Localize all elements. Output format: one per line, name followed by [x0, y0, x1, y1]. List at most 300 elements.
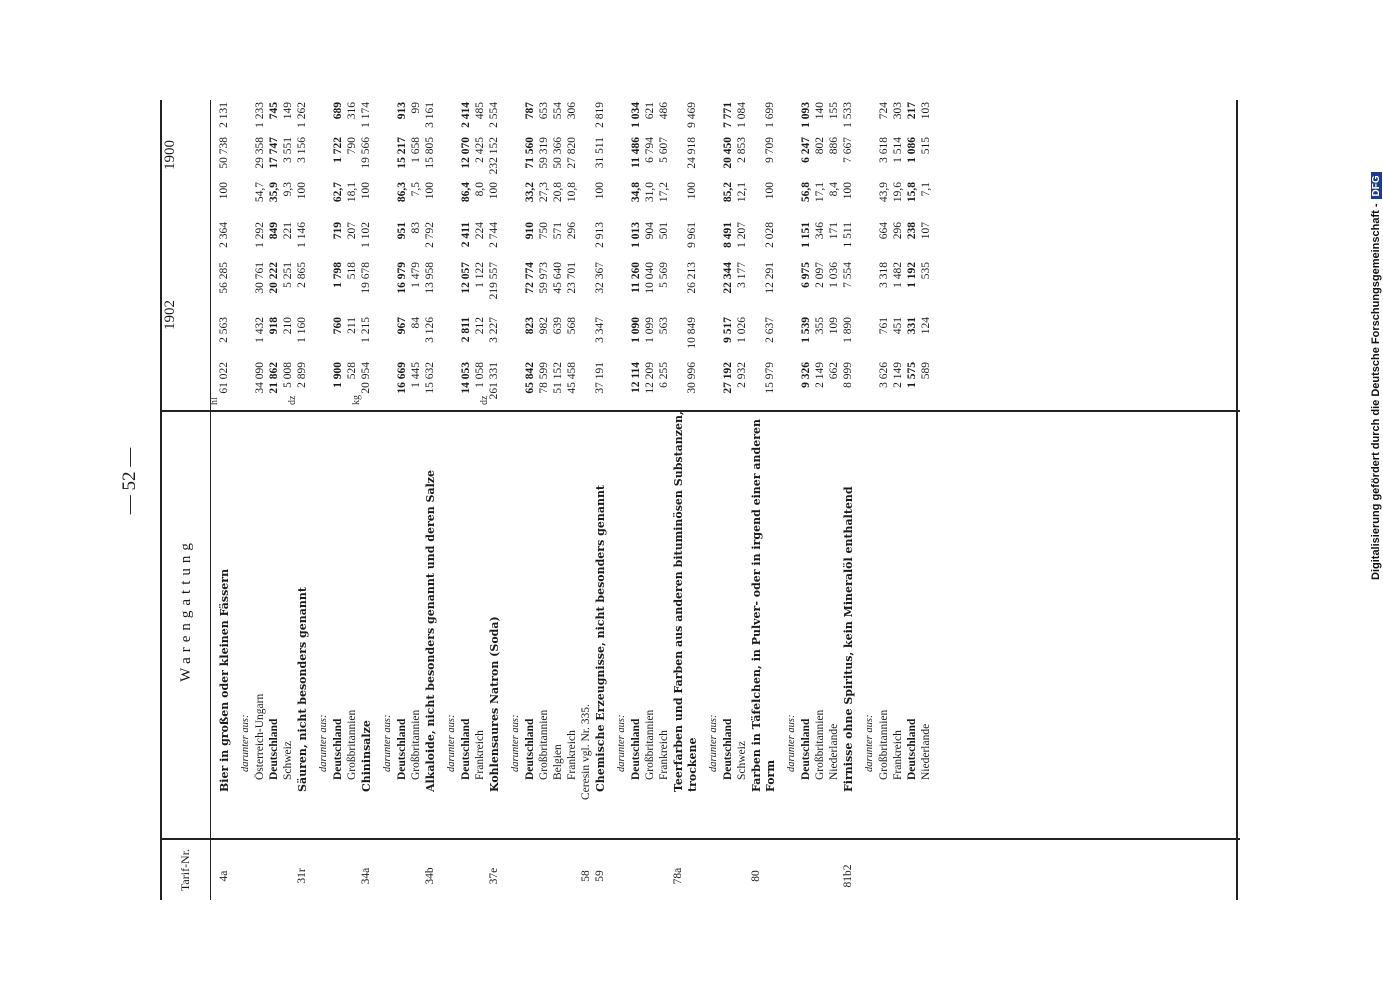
table-row — [524, 100, 537, 900]
digitization-credit — [1370, 175, 1383, 580]
cell-value: 982 — [538, 317, 550, 335]
cell-value: 17,2 — [658, 182, 670, 203]
cell-value: 1 262 — [296, 102, 308, 128]
cell-value: 8,0 — [474, 182, 486, 197]
cell-value: 99 — [410, 102, 422, 114]
cell-value: 8 491 — [722, 222, 734, 248]
cell-value: 27 192 — [722, 362, 734, 394]
cell-value: 849 — [268, 222, 280, 240]
table-row — [878, 100, 891, 900]
unit-label: hl — [209, 397, 220, 405]
row-label: Ceresin vgl. Nr. 335. — [580, 704, 592, 800]
cell-value: 12 291 — [764, 262, 776, 294]
row-label: darunter aus: — [786, 714, 797, 772]
table-row — [396, 100, 409, 900]
cell-value: 1 192 — [906, 262, 918, 288]
cell-value: 2 149 — [892, 362, 904, 388]
row-label: Deutschland — [800, 718, 812, 780]
cell-value: 212 — [474, 317, 486, 335]
cell-value: 2 425 — [474, 137, 486, 163]
cell-value: 238 — [906, 222, 918, 240]
cell-value: 34,8 — [630, 182, 642, 203]
cell-value: 11 260 — [630, 262, 642, 293]
row-label: Schweiz — [282, 741, 294, 780]
cell-value: 913 — [396, 102, 408, 120]
table-row — [382, 100, 395, 900]
cell-value: 451 — [892, 317, 904, 335]
cell-value: 2 097 — [814, 262, 826, 288]
table-row — [510, 100, 523, 900]
cell-value: 296 — [566, 222, 578, 240]
table-row — [750, 100, 763, 900]
cell-value: 33,2 — [524, 182, 536, 203]
cell-value: 12 209 — [644, 362, 656, 394]
row-label: Säuren, nicht besonders genannt — [296, 587, 309, 792]
cell-value: 100 — [424, 182, 436, 200]
cell-value: 6 794 — [644, 137, 656, 163]
table-row — [580, 100, 593, 900]
cell-value: 2 563 — [218, 317, 230, 343]
cell-value: 724 — [878, 102, 890, 120]
cell-value: 224 — [474, 222, 486, 240]
cell-value: 37 191 — [594, 362, 606, 394]
cell-value: 72 774 — [524, 262, 536, 294]
row-label: Deutschland — [906, 718, 918, 780]
cell-value: 3 177 — [736, 262, 748, 288]
cell-value: 316 — [346, 102, 358, 120]
cell-value: 86,4 — [460, 182, 472, 203]
cell-value: 6 975 — [800, 262, 812, 288]
cell-value: 9 469 — [686, 102, 698, 128]
cell-value: 27,3 — [538, 182, 550, 203]
cell-value: 1 658 — [410, 137, 422, 163]
cell-value: 802 — [814, 137, 826, 155]
cell-value: 1 798 — [332, 262, 344, 288]
row-label: Großbritannien — [410, 709, 422, 780]
cell-value: 10,8 — [566, 182, 578, 203]
row-label: darunter aus: — [708, 714, 719, 772]
table-row — [786, 100, 799, 900]
cell-value: 501 — [658, 222, 670, 240]
table-row — [906, 100, 919, 900]
cell-value: 1 034 — [630, 102, 642, 128]
row-label: Frankreich — [658, 730, 670, 780]
cell-value: 18,1 — [346, 182, 358, 203]
cell-value: 21 862 — [268, 362, 280, 394]
cell-value: 910 — [524, 222, 536, 240]
cell-value: 2 149 — [814, 362, 826, 388]
cell-value: 22 344 — [722, 262, 734, 294]
cell-value: 2 554 — [488, 102, 500, 128]
table-row — [616, 100, 629, 900]
cell-value: 15,8 — [906, 182, 918, 203]
cell-value: 9,3 — [282, 182, 294, 197]
row-label: Schweiz — [736, 741, 748, 780]
row-label: Frankreich — [892, 730, 904, 780]
unit-label: dz — [287, 395, 298, 405]
table-row — [736, 100, 749, 900]
row-label: Deutschland — [460, 718, 472, 780]
row-label: Kohlensaures Natron (Soda) — [488, 616, 501, 792]
row-label: Großbritannien — [878, 709, 890, 780]
cell-value: 515 — [920, 137, 932, 155]
cell-value: 171 — [828, 222, 840, 240]
cell-value: 2 411 — [460, 222, 472, 248]
cell-value: 221 — [282, 222, 294, 240]
cell-value: 1 207 — [736, 222, 748, 248]
cell-value: 9 961 — [686, 222, 698, 248]
table-row — [800, 100, 813, 900]
cell-value: 17,1 — [814, 182, 826, 203]
cell-value: 1 890 — [842, 317, 854, 343]
cell-value: 2 637 — [764, 317, 776, 343]
cell-value: 59 973 — [538, 262, 550, 294]
row-label: Teerfarben und Farben aus anderen bituminösen Substanzen, — [672, 411, 685, 792]
cell-value: 951 — [396, 222, 408, 240]
cell-value: 71 560 — [524, 137, 536, 169]
cell-value: 219 557 — [488, 262, 500, 300]
cell-value: 10 040 — [644, 262, 656, 294]
cell-value: 6 247 — [800, 137, 812, 163]
cell-value: 17 747 — [268, 137, 280, 169]
cell-value: 2 853 — [736, 137, 748, 163]
cell-value: 15 632 — [424, 362, 436, 394]
cell-value: 3 227 — [488, 317, 500, 343]
cell-value: 1 084 — [736, 102, 748, 128]
table-row — [764, 100, 777, 900]
cell-value: 19 566 — [360, 137, 372, 169]
cell-value: 35,9 — [268, 182, 280, 203]
cell-value: 563 — [658, 317, 670, 335]
cell-value: 19 678 — [360, 262, 372, 294]
cell-value: 1 511 — [842, 222, 854, 248]
cell-value: 30 761 — [254, 262, 266, 294]
table-row — [842, 100, 855, 900]
table-row — [686, 100, 699, 900]
cell-value: 30 996 — [686, 362, 698, 394]
statistics-table — [160, 0, 960, 900]
table-row — [538, 100, 551, 900]
cell-value: 3 318 — [878, 262, 890, 288]
row-label: Deutschland — [722, 718, 734, 780]
cell-value: 2 811 — [460, 317, 472, 343]
cell-value: 1 160 — [296, 317, 308, 343]
tarif-number: 58 — [580, 870, 592, 882]
cell-value: 24 918 — [686, 137, 698, 169]
cell-value: 34 090 — [254, 362, 266, 394]
cell-value: 823 — [524, 317, 536, 335]
cell-value: 10 849 — [686, 317, 698, 349]
cell-value: 31,0 — [644, 182, 656, 203]
cell-value: 232 152 — [488, 137, 500, 175]
cell-value: 571 — [552, 222, 564, 240]
cell-value: 303 — [892, 102, 904, 120]
cell-value: 9 709 — [764, 137, 776, 163]
cell-value: 16 979 — [396, 262, 408, 294]
cell-value: 886 — [828, 137, 840, 155]
row-label: Form — [764, 760, 777, 792]
cell-value: 2 364 — [218, 222, 230, 248]
cell-value: 1 539 — [800, 317, 812, 343]
header-year-1900: 1900 — [162, 140, 178, 170]
table-row — [594, 100, 607, 900]
cell-value: 664 — [878, 222, 890, 240]
table-row — [282, 100, 295, 900]
cell-value: 5 569 — [658, 262, 670, 288]
credit-text: Digitalisierung gefördert durch die Deutsche Forschungsgemeinschaft - — [1370, 203, 1382, 580]
table-row — [346, 100, 359, 900]
cell-value: 2 932 — [736, 362, 748, 388]
cell-value: 2 865 — [296, 262, 308, 288]
cell-value: 1 900 — [332, 362, 344, 388]
cell-value: 1 215 — [360, 317, 372, 343]
cell-value: 2 744 — [488, 222, 500, 248]
cell-value: 100 — [296, 182, 308, 200]
cell-value: 84 — [410, 317, 422, 329]
cell-value: 100 — [594, 182, 606, 200]
table-row — [240, 100, 253, 900]
cell-value: 1 093 — [800, 102, 812, 128]
cell-value: 3 161 — [424, 102, 436, 128]
cell-value: 1 575 — [906, 362, 918, 388]
cell-value: 12 070 — [460, 137, 472, 169]
row-label: Deutschland — [524, 718, 536, 780]
cell-value: 1 445 — [410, 362, 422, 388]
cell-value: 9 517 — [722, 317, 734, 343]
cell-value: 12 114 — [630, 362, 642, 393]
cell-value: 43,9 — [878, 182, 890, 203]
table-row — [446, 100, 459, 900]
cell-value: 1 479 — [410, 262, 422, 288]
cell-value: 45 640 — [552, 262, 564, 294]
table-row — [424, 100, 437, 900]
tarif-number: 4a — [218, 870, 230, 882]
cell-value: 50 738 — [218, 137, 230, 169]
cell-value: 207 — [346, 222, 358, 240]
tarif-number: 80 — [750, 870, 762, 882]
cell-value: 918 — [268, 317, 280, 335]
cell-value: 211 — [346, 317, 358, 334]
row-label: Deutschland — [332, 718, 344, 780]
cell-value: 1 699 — [764, 102, 776, 128]
table-row — [268, 100, 281, 900]
unit-label: dz — [479, 395, 490, 405]
cell-value: 45 458 — [566, 362, 578, 394]
cell-value: 86,3 — [396, 182, 408, 203]
cell-value: 85,2 — [722, 182, 734, 203]
row-label: darunter aus: — [446, 714, 457, 772]
cell-value: 528 — [346, 362, 358, 380]
table-bottom-rule — [1236, 100, 1238, 900]
row-label: darunter aus: — [616, 714, 627, 772]
table-row — [410, 100, 423, 900]
cell-value: 296 — [892, 222, 904, 240]
cell-value: 1 026 — [736, 317, 748, 343]
cell-value: 3 126 — [424, 317, 436, 343]
tarif-number: 59 — [594, 870, 606, 882]
cell-value: 1 233 — [254, 102, 266, 128]
cell-value: 100 — [764, 182, 776, 200]
cell-value: 103 — [920, 102, 932, 120]
row-label: Niederlande — [920, 723, 932, 780]
row-label: Deutschland — [630, 718, 642, 780]
cell-value: 20 954 — [360, 362, 372, 394]
cell-value: 1 058 — [474, 362, 486, 388]
cell-value: 761 — [878, 317, 890, 335]
cell-value: 904 — [644, 222, 656, 240]
cell-value: 27 820 — [566, 137, 578, 169]
cell-value: 1 102 — [360, 222, 372, 248]
cell-value: 26 213 — [686, 262, 698, 294]
cell-value: 2 131 — [218, 102, 230, 128]
row-label: Niederlande — [828, 723, 840, 780]
row-label: Deutschland — [268, 718, 280, 780]
table-row — [708, 100, 721, 900]
table-row — [460, 100, 473, 900]
cell-value: 78 599 — [538, 362, 550, 394]
cell-value: 2 819 — [594, 102, 606, 128]
cell-value: 15 217 — [396, 137, 408, 169]
cell-value: 306 — [566, 102, 578, 120]
cell-value: 59 319 — [538, 137, 550, 169]
cell-value: 13 958 — [424, 262, 436, 294]
row-label: Großbritannien — [346, 709, 358, 780]
cell-value: 51 152 — [552, 362, 564, 394]
cell-value: 100 — [218, 182, 230, 200]
cell-value: 1 432 — [254, 317, 266, 343]
cell-value: 2 913 — [594, 222, 606, 248]
cell-value: 5 607 — [658, 137, 670, 163]
table-row — [474, 100, 487, 900]
cell-value: 554 — [552, 102, 564, 120]
cell-value: 653 — [538, 102, 550, 120]
cell-value: 2 028 — [764, 222, 776, 248]
table-row — [672, 100, 685, 900]
cell-value: 518 — [346, 262, 358, 280]
cell-value: 7,5 — [410, 182, 422, 197]
header-tarif: Tarif-Nr. — [178, 848, 192, 892]
table-row — [814, 100, 827, 900]
table-row — [552, 100, 565, 900]
cell-value: 1 151 — [800, 222, 812, 248]
table-row — [864, 100, 877, 900]
table-row — [254, 100, 267, 900]
cell-value: 217 — [906, 102, 918, 120]
cell-value: 100 — [686, 182, 698, 200]
cell-value: 346 — [814, 222, 826, 240]
cell-value: 16 669 — [396, 362, 408, 394]
tarif-number: 78a — [672, 867, 684, 885]
table-row — [722, 100, 735, 900]
row-label: darunter aus: — [382, 714, 393, 772]
cell-value: 760 — [332, 317, 344, 335]
cell-value: 8 999 — [842, 362, 854, 388]
cell-value: 485 — [474, 102, 486, 120]
row-label: Firnisse ohne Spiritus, kein Mineralöl enthaltend — [842, 486, 855, 792]
table-row — [630, 100, 643, 900]
cell-value: 621 — [644, 102, 656, 120]
cell-value: 155 — [828, 102, 840, 120]
cell-value: 719 — [332, 222, 344, 240]
cell-value: 12,1 — [736, 182, 748, 203]
cell-value: 589 — [920, 362, 932, 380]
cell-value: 1 086 — [906, 137, 918, 163]
cell-value: 689 — [332, 102, 344, 120]
cell-value: 1 122 — [474, 262, 486, 288]
table-row — [920, 100, 933, 900]
cell-value: 124 — [920, 317, 932, 335]
cell-value: 3 156 — [296, 137, 308, 163]
cell-value: 23 701 — [566, 262, 578, 294]
row-label: Frankreich — [474, 730, 486, 780]
tarif-number: 37e — [488, 867, 500, 885]
cell-value: 109 — [828, 317, 840, 335]
cell-value: 20,8 — [552, 182, 564, 203]
row-label: Großbritannien — [538, 709, 550, 780]
table-row — [318, 100, 331, 900]
cell-value: 750 — [538, 222, 550, 240]
header-bottom-rule — [210, 100, 211, 900]
cell-value: 2 414 — [460, 102, 472, 128]
cell-value: 15 979 — [764, 362, 776, 394]
row-label: darunter aus: — [864, 714, 875, 772]
cell-value: 7 771 — [722, 102, 734, 128]
cell-value: 2 899 — [296, 362, 308, 388]
cell-value: 5 008 — [282, 362, 294, 388]
cell-value: 355 — [814, 317, 826, 335]
cell-value: 19,6 — [892, 182, 904, 203]
rotated-table-area — [160, 100, 1240, 900]
cell-value: 56,8 — [800, 182, 812, 203]
cell-value: 3 626 — [878, 362, 890, 388]
cell-value: 7 554 — [842, 262, 854, 288]
cell-value: 1 174 — [360, 102, 372, 128]
row-label: Alkaloide, nicht besonders genannt und deren Salze — [424, 469, 437, 792]
cell-value: 261 331 — [488, 362, 500, 400]
cell-value: 1 099 — [644, 317, 656, 343]
cell-value: 83 — [410, 222, 422, 234]
cell-value: 5 251 — [282, 262, 294, 288]
cell-value: 11 486 — [630, 137, 642, 168]
cell-value: 3 551 — [282, 137, 294, 163]
cell-value: 1 292 — [254, 222, 266, 248]
table-row — [828, 100, 841, 900]
tarif-number: 31r — [296, 868, 308, 884]
cell-value: 100 — [360, 182, 372, 200]
cell-value: 149 — [282, 102, 294, 120]
row-label: darunter aus: — [510, 714, 521, 772]
cell-value: 535 — [920, 262, 932, 280]
table-row — [892, 100, 905, 900]
cell-value: 1 514 — [892, 137, 904, 163]
row-label: trockene — [686, 737, 699, 792]
cell-value: 54,7 — [254, 182, 266, 203]
tarif-number: 81b2 — [842, 864, 854, 888]
table-row — [332, 100, 345, 900]
cell-value: 32 367 — [594, 262, 606, 294]
cell-value: 2 792 — [424, 222, 436, 248]
row-label: Frankreich — [566, 730, 578, 780]
cell-value: 8,4 — [828, 182, 840, 197]
cell-value: 967 — [396, 317, 408, 335]
table-row — [644, 100, 657, 900]
row-label: Farben in Täfelchen, in Pulver- oder in irgend einer anderen — [750, 419, 763, 792]
cell-value: 1 146 — [296, 222, 308, 248]
cell-value: 56 285 — [218, 262, 230, 294]
cell-value: 31 511 — [594, 137, 606, 169]
tarif-number: 34a — [360, 867, 372, 885]
cell-value: 1 090 — [630, 317, 642, 343]
